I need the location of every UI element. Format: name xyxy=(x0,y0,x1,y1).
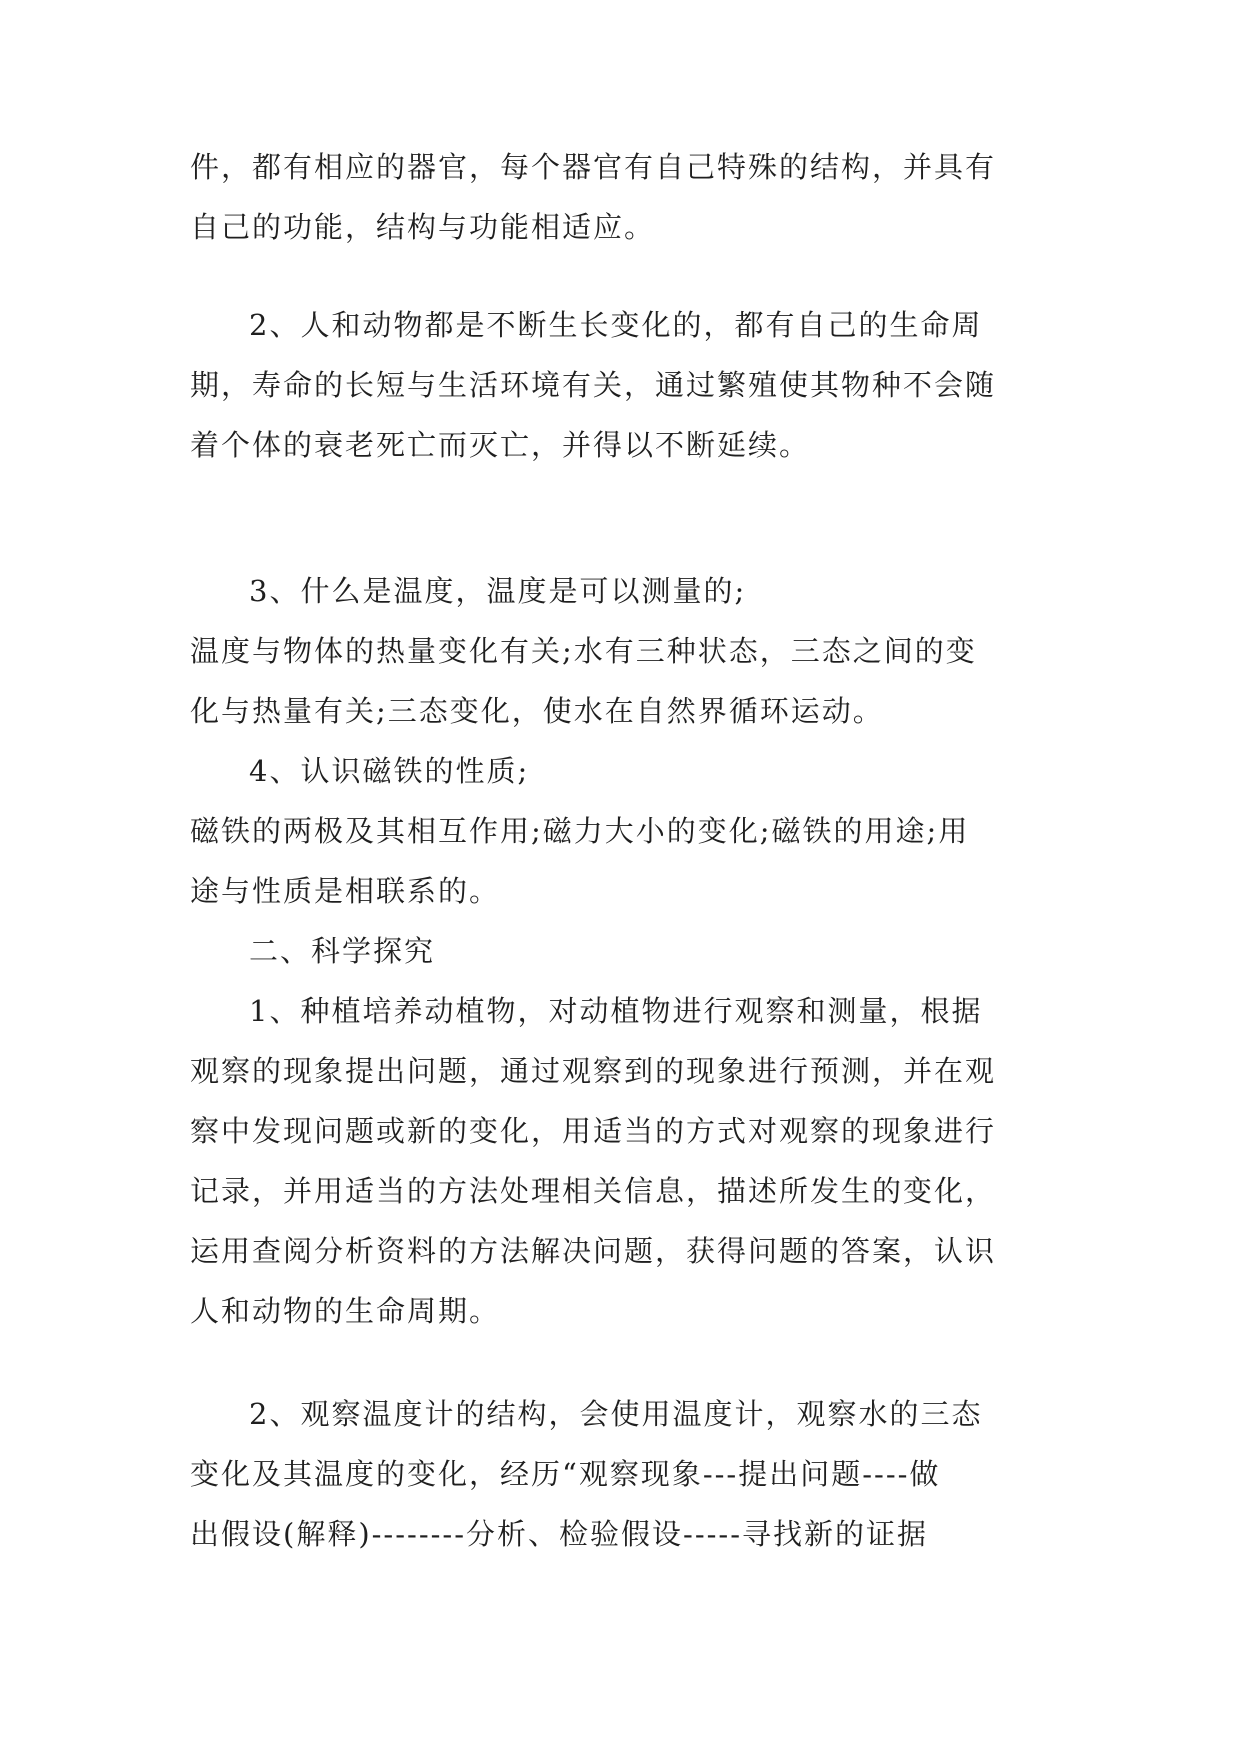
paragraph-organs-continued xyxy=(190,137,1070,257)
text-line: 期，寿命的长短与生活环境有关，通过繁殖使其物种不会随 xyxy=(190,368,997,402)
text-line: 1、种植培养动植物，对动植物进行观察和测量，根据 xyxy=(249,994,983,1028)
paragraph-thermometer xyxy=(190,1384,1070,1564)
text-line: 察中发现问题或新的变化，用适当的方式对观察的现象进行 xyxy=(190,1114,997,1148)
text-line: 观察的现象提出问题，通过观察到的现象进行预测，并在观 xyxy=(190,1054,997,1088)
text-line: 变化及其温度的变化，经历“观察现象---提出问题----做 xyxy=(190,1457,941,1491)
text-line: 2、人和动物都是不断生长变化的，都有自己的生命周 xyxy=(249,308,983,342)
text-line: 4、认识磁铁的性质; xyxy=(249,754,530,788)
section-heading: 二、科学探究 xyxy=(249,934,436,968)
text-line: 化与热量有关;三态变化，使水在自然界循环运动。 xyxy=(190,694,884,728)
paragraph-life-cycle xyxy=(190,295,1070,475)
text-line: 记录，并用适当的方法处理相关信息，描述所发生的变化， xyxy=(190,1174,997,1208)
text-line: 运用查阅分析资料的方法解决问题，获得问题的答案，认识 xyxy=(190,1234,997,1268)
text-line: 磁铁的两极及其相互作用;磁力大小的变化;磁铁的用途;用 xyxy=(190,814,970,848)
text-line: 出假设(解释)--------分析、检验假设-----寻找新的证据 xyxy=(190,1517,929,1551)
text-line: 3、什么是温度，温度是可以测量的; xyxy=(249,574,747,608)
text-line: 温度与物体的热量变化有关;水有三种状态，三态之间的变 xyxy=(190,634,977,668)
text-line: 自己的功能，结构与功能相适应。 xyxy=(190,210,656,244)
text-line: 途与性质是相联系的。 xyxy=(190,874,501,908)
text-line: 2、观察温度计的结构，会使用温度计，观察水的三态 xyxy=(249,1397,983,1431)
text-line: 人和动物的生命周期。 xyxy=(190,1294,501,1328)
text-line: 件，都有相应的器官，每个器官有自己特殊的结构，并具有 xyxy=(190,150,997,184)
text-line: 着个体的衰老死亡而灭亡，并得以不断延续。 xyxy=(190,428,811,462)
paragraph-temperature-magnets-inquiry xyxy=(190,561,1070,1341)
